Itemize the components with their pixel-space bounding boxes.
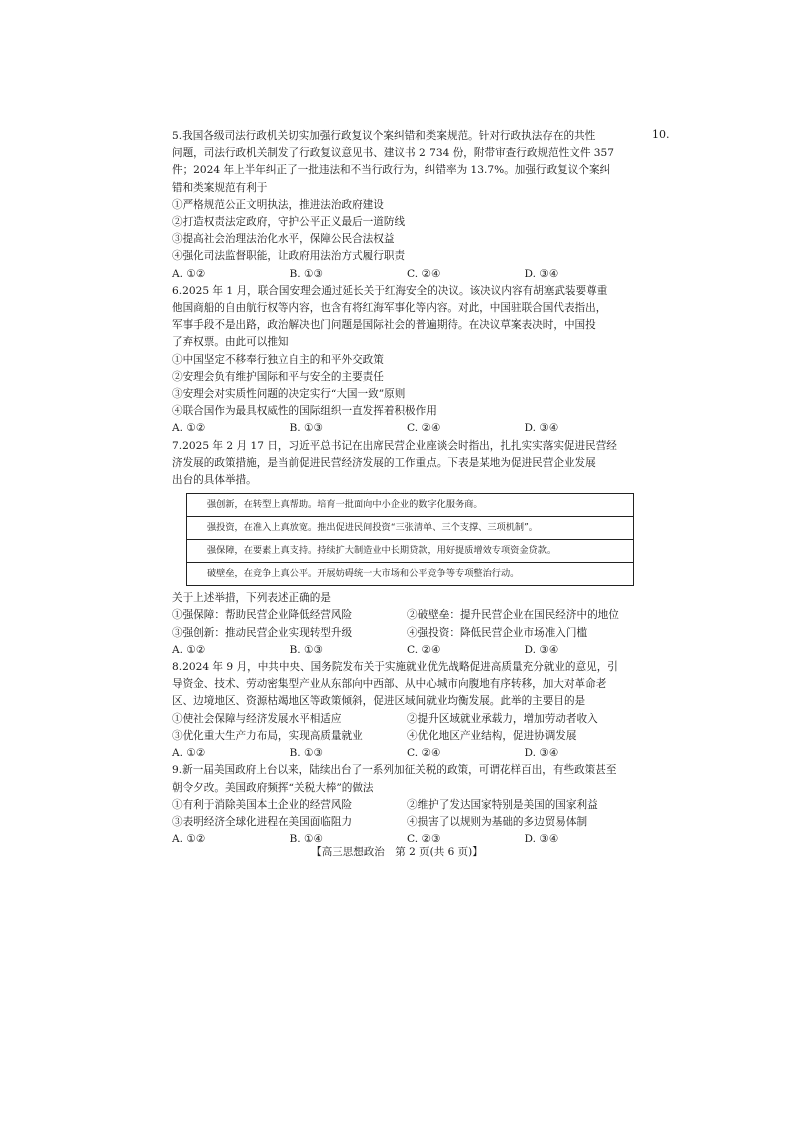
choice-b: B. ①④ [289, 833, 324, 846]
choice-a: A. ①② [172, 747, 206, 760]
statement-item: ④优化地区产业结构，促进协调发展 [407, 729, 577, 742]
choice-b: B. ①③ [289, 643, 324, 656]
choice-a: A. ①② [172, 267, 206, 280]
statement-item: ①有利于消除美国本土企业的经营风险 [172, 798, 353, 811]
choice-a: A. ①② [172, 643, 206, 656]
answer-choices [172, 642, 642, 659]
table-cell: 强投资，在准入上真放宽。推出促进民间投资“三张清单、三个支撑、三项机制”。 [187, 517, 634, 540]
answer-choices [172, 266, 642, 283]
choice-c: C. ②④ [407, 267, 441, 280]
statement-row [172, 711, 642, 728]
choice-d: D. ③④ [524, 267, 559, 280]
statement-item: ②维护了发达国家特别是美国的国家利益 [407, 798, 598, 811]
question-stem-line: 济发展的政策措施，是当前促进民营经济发展的工作重点。下表是某地为促进民营企业发展 [172, 456, 596, 469]
question-stem-line: 7.2025 年 2 月 17 日，习近平总书记在出席民营企业座谈会时指出，扎扎实实落实促进民营经 [172, 439, 617, 452]
table-row [187, 563, 634, 586]
statement-item: ④联合国作为最具权威性的国际组织一直发挥着积极作用 [172, 405, 437, 418]
question-stem-line: 5.我国各级司法行政机关切实加强行政复议个案纠错和类案规范。针对行政执法存在的共性 [172, 130, 596, 142]
statement-item: ④损害了以规则为基础的多边贸易体制 [407, 815, 588, 828]
question-7 [172, 438, 642, 659]
choice-b: B. ①③ [289, 267, 324, 280]
choice-b: B. ①③ [289, 422, 324, 435]
statement-row [172, 607, 642, 624]
table-row [187, 494, 634, 517]
choice-c: C. ②③ [407, 833, 441, 846]
choice-c: C. ②④ [407, 643, 441, 656]
exam-page-content [172, 128, 642, 848]
question-lead: 关于上述举措，下列表述正确的是 [172, 592, 331, 605]
statement-item: ②提升区域就业承载力，增加劳动者收入 [407, 712, 598, 725]
choice-c: C. ②④ [407, 422, 441, 435]
statement-item: ②安理会负有维护国际和平与安全的主要责任 [172, 370, 384, 383]
question-stem-line: 件；2024 年上半年纠正了一批违法和不当行政行为，纠错率为 13.7%。加强行政复议个案纠 [172, 164, 611, 177]
question-stem-line: 9.新一届美国政府上台以来，陆续出台了一系列加征关税的政策，可谓花样百出，有些政策甚至 [172, 764, 617, 777]
statement-item: ②破壁垒：提升民营企业在国民经济中的地位 [407, 609, 619, 622]
statement-item: ④强投资：降低民营企业市场准入门槛 [407, 626, 588, 639]
page-footer: 【高三思想政治 第 2 页(共 6 页)】 [311, 846, 483, 858]
measures-table [186, 493, 634, 586]
statement-item: ③表明经济全球化进程在美国面临阻力 [172, 815, 353, 828]
question-stem-line: 错和类案规范有利于 [172, 181, 268, 194]
statement-item: ③优化重大生产力布局，实现高质量就业 [172, 729, 363, 742]
question-stem-line: 了弃权票。由此可以推知 [172, 336, 289, 349]
statement-item: ④强化司法监督职能，让政府用法治方式履行职责 [172, 250, 406, 263]
table-cell: 强保障，在要素上真支持。持续扩大制造业中长期贷款，用好提质增效专项资金贷款。 [187, 540, 634, 563]
statement-item: ②打造权责法定政府，守护公平正义最后一道防线 [172, 216, 406, 229]
choice-a: A. ①② [172, 833, 206, 846]
choice-d: D. ③④ [524, 643, 559, 656]
question-8 [172, 659, 642, 762]
statement-item: ①严格规范公正文明执法，推进法治政府建设 [172, 198, 384, 211]
choice-d: D. ③④ [524, 747, 559, 760]
statement-row [172, 625, 642, 642]
question-stem-line: 区、边境地区、资源枯竭地区等政策倾斜，促进区域间就业均衡发展。此举的主要目的是 [172, 695, 586, 708]
question-stem-line: 军事手段不是出路，政治解决也门问题是国际社会的普遍期待。在决议草案表决时，中国投 [172, 319, 596, 332]
choice-b: B. ①③ [289, 747, 324, 760]
table-row [187, 517, 634, 540]
question-stem-line: 朝令夕改。美国政府频挥“关税大棒”的做法 [172, 781, 374, 794]
choice-a: A. ①② [172, 422, 206, 435]
question-stem-line: 8.2024 年 9 月，中共中央、国务院发布关于实施就业优先战略促进高质量充分就业的意见，引 [172, 661, 618, 674]
choice-d: D. ③④ [524, 422, 559, 435]
question-stem-line: 问题，司法行政机关制发了行政复议意见书、建议书 2 734 份，附带审查行政规范性文件 357 [172, 147, 615, 160]
question-stem-line: 出台的具体举措。 [172, 474, 257, 487]
question-stem-line: 6.2025 年 1 月，联合国安理会通过延长关于红海安全的决议。该决议内容有胡塞武装要尊重 [172, 284, 608, 297]
statement-item: ①使社会保障与经济发展水平相适应 [172, 712, 342, 725]
answer-choices [172, 420, 642, 437]
statement-item: ①强保障：帮助民营企业降低经营风险 [172, 609, 353, 622]
statement-item: ③强创新：推动民营企业实现转型升级 [172, 626, 353, 639]
statement-row [172, 728, 642, 745]
statement-row [172, 814, 642, 831]
statement-item: ③安理会对实质性问题的决定实行“大国一致”原则 [172, 388, 406, 401]
table-row [187, 540, 634, 563]
side-question-number: 10. [652, 128, 670, 141]
choice-c: C. ②④ [407, 747, 441, 760]
statement-item: ③提高社会治理法治化水平，保障公民合法权益 [172, 233, 395, 246]
statement-row [172, 797, 642, 814]
question-stem-line: 导资金、技术、劳动密集型产业从东部向中西部、从中心城市向腹地有序转移，加大对革命老 [172, 678, 607, 691]
question-5 [172, 128, 642, 283]
choice-d: D. ③④ [524, 833, 559, 846]
table-cell: 强创新，在转型上真帮助。培育一批面向中小企业的数字化服务商。 [187, 494, 634, 517]
question-6 [172, 283, 642, 438]
question-stem-line: 他国商船的自由航行权等内容，也含有将红海军事化等内容。对此，中国驻联合国代表指出， [172, 302, 607, 315]
table-cell: 破壁垒，在竞争上真公平。开展妨碍统一大市场和公平竞争等专项整治行动。 [187, 563, 634, 586]
question-9 [172, 762, 642, 848]
answer-choices [172, 745, 642, 762]
statement-item: ①中国坚定不移奉行独立自主的和平外交政策 [172, 353, 384, 366]
